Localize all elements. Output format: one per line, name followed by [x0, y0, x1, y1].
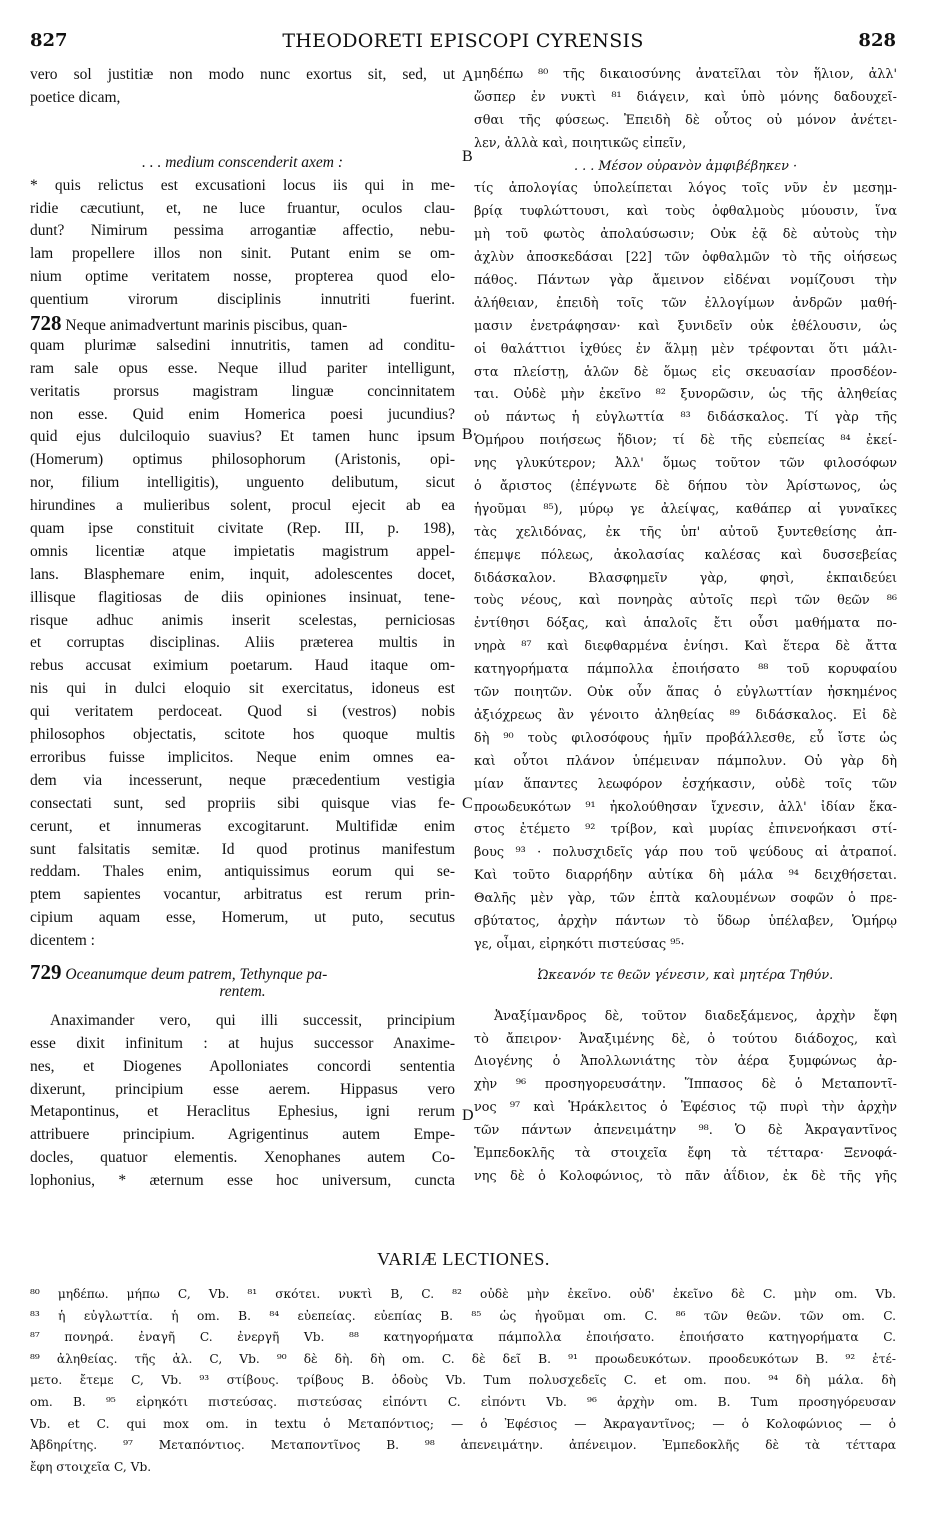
page-number-left: 827	[30, 30, 68, 51]
greek-line: μίαν ἅπαντες λεωφόρον ἐσχήκασιν, οὐδὲ τοῖς τῶν	[474, 776, 897, 792]
greek-line: νος ⁹⁷ καὶ Ἡράκλειτος ὁ Ἐφέσιος τῷ πυρὶ τὴν ἀρχὴν	[474, 1100, 897, 1116]
latin-line: philosophos objectatis, scitote hos quoque multis	[30, 726, 455, 744]
greek-line: προωδευκότων ⁹¹ ἠκολούθησαν ἴχνεσιν, ἀλλ' ἰδίαν ἕκα-	[474, 799, 897, 815]
greek-line: καὶ οὗτοι πλάνον ὑπέμειναν πάμπολυν. Οὐ γὰρ δὴ	[474, 753, 897, 769]
greek-verse-quote: . . . Μέσον οὐρανὸν ἀμφιβέβηκεν ·	[573, 158, 798, 174]
latin-line: reddam. Thales enim, antiquissimus eorum qui se-	[30, 863, 455, 881]
latin-line: cipium aquam esse, Homerum, ut puto, secutus	[30, 909, 455, 927]
latin-line: lans. Blasphemare enim, inquit, adolescentes docet,	[30, 565, 455, 583]
greek-line: τίς ἀπολογίας ὑπολείπεται λόγος τοῖς νῦν ἐν μεσημ-	[474, 181, 897, 197]
margin-letter-b2: B	[462, 426, 473, 443]
greek-line: νης γλυκύτερον; Ἀλλ' ὅμως τοῦτον τῶν φιλοσόφων	[474, 456, 897, 472]
latin-line: rebus accusat eximium poetarum. Haud itaque om-	[30, 657, 455, 675]
latin-line: lam propellere illos non sinit. Putant enim se om-	[30, 245, 455, 263]
latin-line: omnis licentiæ atque impietatis magistrum appel-	[30, 542, 455, 560]
variant-line: ἔφη στοιχεῖα C, Vb.	[30, 1459, 152, 1474]
greek-verse-quote: Ὠκεανόν τε θεῶν γένεσιν, καὶ μητέρα Τηθύν.	[537, 967, 834, 983]
latin-line	[30, 312, 455, 335]
greek-line: Καὶ τοῦτο διαρρήδην αὐτίκα δὴ μάλα ⁹⁴ δειχθήσεται.	[474, 868, 897, 884]
column-marker-728: 728	[30, 312, 62, 335]
greek-line: γε, οἶμαι, εἰρηκότι πιστεύσας ⁹⁵·	[474, 936, 685, 952]
latin-column	[30, 64, 455, 1193]
greek-line: τῶν πάντων ἀπενειμάτην ⁹⁸. Ὁ δὲ Ἀκραγαντῖνος	[474, 1123, 897, 1139]
latin-line: veritatis prorsus magistram linguæ concinnitatem	[30, 382, 455, 400]
margin-letter-c: C	[462, 795, 473, 812]
latin-line: ram sale opus esse. Neque illud pariter intelligunt,	[30, 359, 455, 377]
greek-line: ἀχλὺν ἀποσκεδάσαι [22] τῶν ὀφθαλμῶν τὸ τῆς οἰήσεως	[474, 250, 897, 266]
variae-lectiones-title: VARIÆ LECTIONES.	[377, 1249, 550, 1269]
latin-line: et corruptas disciplinas. Aliis præterea multis in	[30, 634, 455, 652]
greek-line: διδάσκαλον. Βλασφημεῖν γὰρ, φησὶ, ἐκπαιδεύει	[474, 570, 897, 586]
margin-letter-b: B	[462, 148, 473, 165]
variant-line: ⁸³ ἡ εὐγλωττία. ἡ om. B. ⁸⁴ εὐεπείας. εὐεπίας B. ⁸⁵ ὡς ἡγοῦμαι om. C. ⁸⁶ τῶν θεῶν. τῶν om. C.	[30, 1308, 896, 1323]
running-title: THEODORETI EPISCOPI CYRENSIS	[282, 30, 644, 52]
greek-line: κατηγορήματα πάμπολλα ἐποιήσατο ⁸⁸ τοῦ κορυφαίου	[474, 662, 897, 678]
greek-line: μηδέπω ⁸⁰ τῆς δικαιοσύνης ἀνατεῖλαι τὸν ἥλιον, ἀλλ'	[474, 67, 897, 82]
latin-line: risque adhuc animis inserit scelestas, perniciosas	[30, 611, 455, 629]
greek-line: Ἀναξίμανδρος δὲ, τοῦτον διαδεξάμενος, ἀρχὴν ἔφη	[494, 1008, 897, 1024]
greek-line: Ὁμήρου ποιήσεως ἥδιον; τί δὲ τῆς εὐεπείας ⁸⁴ ἐκεί-	[474, 433, 897, 449]
latin-verse-quote: . . . medium conscenderit axem :	[141, 153, 343, 171]
variant-line: Ἀβδηρίτης. ⁹⁷ Μεταπόντιος. Μεταποντῖνος B. ⁹⁸ ἀπενειμάτην. ἀπένειμον. Ἐμπεδοκλῆς δὲ τὰ τέτταρα	[30, 1438, 896, 1453]
variant-line: μετο. ἔτεμε C, Vb. ⁹³ στίβους. τρίβους B. ὁδοὺς Vb. Tum πολυσχεδεῖς C. et om. που. ⁹⁴ δὴ μάλα. δὴ	[30, 1373, 896, 1388]
greek-line: σθαι τῆς φύσεως. Ἐπειδὴ δὲ οὗτος οὐ μόνον ἀνέτει-	[474, 112, 897, 128]
greek-line: οὐ πάντως ἡ εὐγλωττία ⁸³ διδάσκαλος. Τί γὰρ τῆς	[474, 410, 897, 426]
greek-line: ἀλήθειαν, ἐπειδὴ τοῖς τῶν ἐλλογίμων ἀνδρῶν μαθή-	[474, 295, 897, 311]
page-number-right: 828	[858, 30, 896, 51]
variant-line: ⁸⁷ πονηρά. ἐναγῆ C. ἐνεργῆ Vb. ⁸⁸ κατηγορήματα πάμπολλα ἐποιήσατο. ἐποιήσατο κατηγορήματα C.	[30, 1330, 896, 1345]
latin-line: consectati sunt, sed propriis sibi quisque vias fe-	[30, 794, 455, 812]
latin-line: quentium virorum disciplinis innutriti fuerint.	[30, 291, 455, 309]
latin-line: cerunt, et innumeras excogitarunt. Multifidæ enim	[30, 817, 455, 835]
greek-column	[474, 64, 897, 1189]
greek-line: δὴ ⁹⁰ τοὺς φιλοσόφους ἡμῖν προβάλλεσθε, εὖ ἴστε ὡς	[474, 730, 897, 746]
latin-line: lophonius, * æternum esse hoc universum, cuncta	[30, 1172, 455, 1190]
latin-verse-quote	[30, 961, 455, 984]
variant-line: ⁸⁰ μηδέπω. μήπω C, Vb. ⁸¹ σκότει. νυκτὶ B, C. ⁸² οὐδὲ μὴν ἐκεῖνο. οὐδ' ἐκεῖνο δὲ C. μὴν om. Vb.	[30, 1287, 896, 1301]
greek-line: νης δὲ ὁ Κολοφώνιος, τὸ πᾶν ἀΐδιον, ἐκ δὲ τῆς γῆς	[474, 1168, 897, 1184]
greek-line: ἡγοῦμαι ⁸⁵), μύρῳ γε ἀλείψας, καθάπερ αἱ γυναῖκες	[474, 501, 897, 517]
variant-line: ⁸⁹ ἀληθείας. τῆς ἀλ. C, Vb. ⁹⁰ δὲ δὴ. δὴ om. C. δὲ δεῖ B. ⁹¹ προωδευκότων. προοδευκότων B. ⁹² ἐτέ-	[30, 1351, 896, 1366]
greek-line: ται. Οὐδὲ μὴν ἐκεῖνο ⁸² ξυνορῶσιν, ὡς τῆς ἀληθείας	[474, 387, 897, 403]
latin-line: (Homerum) optimus philosophorum (Aristonis, opi-	[30, 451, 455, 469]
greek-line: Διογένης ὁ Ἀπολλωνιάτης τὸν ἀέρα ξυμφώνως ἀρ-	[474, 1054, 897, 1070]
greek-line: νηρὰ ⁸⁷ καὶ διεφθαρμένα ἐνίησι. Καὶ ἕτερα δὲ ἄττα	[474, 639, 897, 655]
greek-line: οἱ θαλάττιοι ἰχθύες ἐν ἅλμῃ μὲν τρέφονται ὅτι μάλι-	[474, 341, 897, 357]
latin-line: nor, filium intelligitis), unguento delibutum, sicut	[30, 474, 455, 492]
latin-line: nis qui in dulci eloquio sit exercitatus, idoneus est	[30, 680, 455, 698]
latin-line: ridie cæcutiunt, et, ne luce fruantur, oculos clau-	[30, 199, 455, 217]
column-marker-729: 729	[30, 960, 62, 984]
greek-line: στα πλείστῃ, ἁλῶν δὲ ὅμως εἰς σκευασίαν προσδέον-	[474, 364, 897, 380]
latin-line: quam ipse constituit civitate (Rep. III, p. 198),	[30, 520, 455, 538]
latin-line: Anaximander vero, qui illi successit, principium	[50, 1011, 455, 1029]
greek-line: στος ἐτέμετο ⁹² τρίβον, καὶ μυρίας ἐπινενοήκασι στί-	[474, 822, 897, 838]
variant-line: om. B. ⁹⁵ εἰρηκότι πιστεύσας. πιστεύσας εἰπόντι C. εἰπόντι Vb. ⁹⁶ ἀρχὴν om. B. Tum προσηγόρευσαν	[30, 1394, 896, 1409]
greek-line: έπεμψε πόλεως, ἀκολασίας καλέσας καὶ δυσσεβείας	[474, 547, 897, 563]
variant-line: Vb. et C. qui mox om. in textu ὁ Μεταπόντιος; — ὁ Ἐφέσιος — Ἀκραγαντῖνος; — ὁ Κολοφώνιος — ὁ	[30, 1416, 896, 1431]
latin-line: illisque flagitiosas de diis opiniones insinuat, tene-	[30, 588, 455, 606]
greek-line: ἀξιόχρεως ἂν γένοιτο ἀληθείας ⁸⁹ διδάσκαλος. Εἰ δὲ	[474, 707, 897, 723]
latin-line: quid ejus dulciloquio suavius? Et tamen hunc ipsum	[30, 428, 455, 446]
latin-line: qui veritatem perdoceat. Quod si (vestros) nobis	[30, 703, 455, 721]
variae-lectiones	[30, 1284, 896, 1478]
greek-line: πάθος. Πάντων γὰρ ἄμεινον εἰδέναι νομίζουσι τὴν	[474, 273, 897, 289]
latin-line: Metapontinus, et Heraclitus Ephesius, igni rerum	[30, 1103, 455, 1121]
greek-line: σβύτατος, ἀρχὴν πάντων τὸ ὕδωρ ὑπέλαβεν, Ὁμήρῳ	[474, 913, 897, 929]
greek-line: τῶν ποιητῶν. Οὐκ οὖν ἅπας ὁ εὐγλωττίαν ἠσκημένος	[474, 685, 897, 701]
latin-line: dunt? Nimirum pessima arrogantiæ affectio, nebu-	[30, 222, 455, 240]
margin-letter-d: D	[462, 1107, 474, 1124]
greek-line: ὥσπερ ἐν νυκτὶ ⁸¹ διάγειν, καὶ ὑπὸ μόνης δαδουχεῖ-	[474, 89, 897, 105]
greek-line: Ἐμπεδοκλῆς τὰ στοιχεῖα ἔφη τὰ τέτταρα· Ξενοφά-	[474, 1145, 897, 1161]
latin-line: dixerunt, principium esse aerem. Hippasus vero	[30, 1080, 455, 1098]
greek-line: τοὺς νέους, καὶ πονηρὰς αὐτοῖς περὶ τῶν θεῶν ⁸⁶	[474, 593, 897, 609]
latin-line-text: Neque animadvertunt marinis piscibus, quan-	[65, 317, 348, 335]
latin-line: esse dixit infinitum : at hujus successor Anaxime-	[30, 1034, 455, 1052]
page-header	[30, 30, 896, 60]
greek-line: ὁ ἄριστος (ἐπέγνωτε δὲ δήπου τὸν Ἀρίστωνος, ὡς	[474, 479, 897, 495]
latin-line: poetice dicam,	[30, 88, 121, 106]
latin-line: ptem sapientes vocantur, arbitratus est rerum prin-	[30, 886, 455, 904]
latin-line: vero sol justitiæ non modo nunc exortus sit, sed, ut	[30, 66, 455, 83]
latin-line: dicentem :	[30, 932, 95, 950]
latin-verse-quote-cont: rentem.	[219, 983, 266, 1000]
greek-line: χὴν ⁹⁶ προσηγορευσάτην. Ἵππασος δὲ ὁ Μεταποντῖ-	[474, 1077, 897, 1093]
latin-line: docles, quatuor elementis. Xenophanes autem Co-	[30, 1149, 455, 1167]
greek-line: τὸ ἄπειρον· Ἀναξιμένης δὲ, ὁ τούτου διάδοχος, καὶ	[474, 1031, 897, 1047]
latin-line: attribuere principium. Agrigentinus autem Empe-	[30, 1126, 455, 1144]
latin-line: erroribus fuisse implicitos. Neque enim omnes ea-	[30, 748, 455, 766]
latin-verse-text: Oceanumque deum patrem, Tethynque pa-	[65, 965, 328, 983]
latin-line: nes, et Diogenes Apolloniates concordi sententia	[30, 1057, 455, 1075]
greek-line: μὴ τοῦ φωτὸς ἀπολαύσωσιν; Οὐκ ἐᾷ δὲ αὐτοὺς τὴν	[474, 227, 897, 243]
greek-line: βους ⁹³ · πολυσχιδεῖς γάρ που τοῦ ψεύδους αἱ ἀτραποί.	[474, 845, 897, 861]
latin-line: non esse. Quid enim Homerica poesi jucundius?	[30, 405, 455, 423]
greek-line: τὰς χελιδόνας, ἐκ τῆς ὑπ' αὐτοῦ ξυντεθείσης ἀπ-	[474, 524, 897, 540]
latin-line: quam plurimæ salsedini innutritis, tamen ad conditu-	[30, 336, 455, 354]
latin-line: hirundines a mulieribus solent, procul ejecit ab ea	[30, 497, 455, 515]
greek-line: λεν, ἀλλὰ καὶ, ποιητικῶς εἰπεῖν,	[474, 135, 687, 151]
latin-line: nium optime veritatem nosse, propterea quod elo-	[30, 268, 455, 286]
margin-letter-a: A	[462, 68, 474, 85]
latin-line: * quis relictus est excusationi locus iis qui in me-	[30, 176, 455, 194]
greek-line: ἐντίθησι δόξας, καὶ ἁπαλοῖς ἔτι οὖσι μαθήματα πο-	[474, 616, 897, 632]
greek-line: Θαλῆς μὲν γὰρ, τῶν ἑπτὰ καλουμένων σοφῶν ὁ πρε-	[474, 891, 897, 907]
latin-line: sunt falsitatis semitæ. Id quod protinus manifestum	[30, 840, 455, 858]
greek-line: βρίᾳ τυφλώττουσι, καὶ τοὺς ὀφθαλμοὺς μύουσιν, ἵνα	[474, 204, 897, 220]
greek-line: μασιν ἐνετράφησαν· καὶ ξυνιδεῖν οὐκ ἐθέλουσιν, ὡς	[474, 318, 897, 334]
latin-line: dem via incesserunt, neque præcedentium vestigia	[30, 771, 455, 789]
